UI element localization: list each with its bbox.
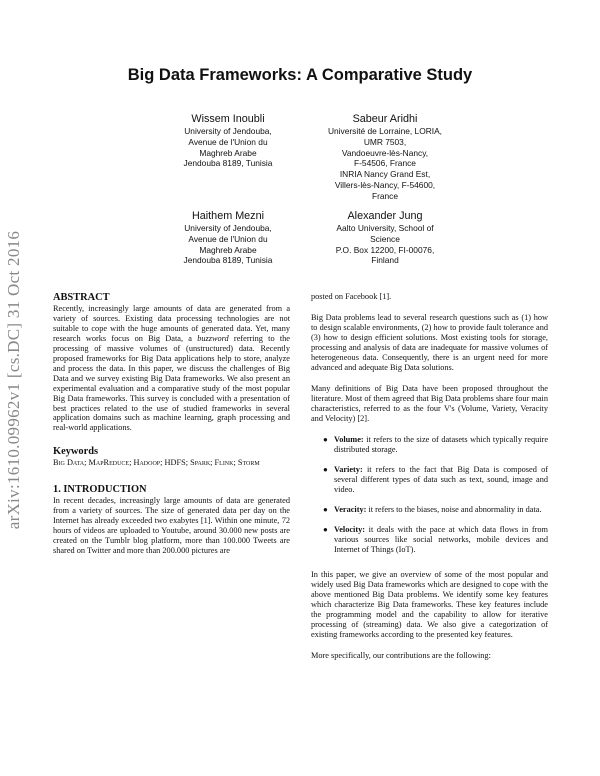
author-affiliation-line: Science	[370, 233, 400, 244]
author-affiliation-line: F-54506, France	[354, 158, 416, 169]
author-affiliation-line: Maghreb Arabe	[199, 147, 257, 158]
author-affiliation-line: INRIA Nancy Grand Est,	[339, 169, 431, 180]
paper-title: Big Data Frameworks: A Comparative Study	[127, 66, 473, 84]
author-affiliation-line: UMR 7503,	[363, 136, 407, 147]
author-affiliation-line: Université de Lorraine, LORIA,	[327, 126, 443, 136]
author-name: Alexander Jung	[347, 210, 423, 222]
author-affiliation-line: Jendouba 8189, Tunisia	[183, 158, 273, 169]
author-affiliation-line: Maghreb Arabe	[199, 244, 257, 255]
bullet-icon: ●	[323, 505, 328, 515]
author-name: Haithem Mezni	[191, 210, 264, 222]
author-block-2	[300, 113, 470, 202]
author-affiliation-line: France	[371, 190, 399, 201]
paragraph: Many definitions of Big Data have been proposed throughout the literature. Most of them agreed that Big Data problems share four main characteristics, referred to as the four V's (Volume, Variety, Veracity and Velocity) [2].	[311, 383, 548, 423]
author-block-1	[143, 113, 313, 169]
author-affiliation-line: Finland	[371, 255, 399, 266]
introduction-text: In recent decades, increasingly large amounts of data are generated from a variety of sources. The size of generated data per day on the Internet has already exceeded two exabytes [1]. Within one minute, 72 hours of videos are uploaded to Youtube, around 30.000 new posts are created on the Tumblr blog platform, more than 100.000 Tweets are shared on Twitter and more than 200.000 pictures are	[53, 496, 290, 556]
left-column	[53, 292, 290, 556]
author-affiliation-line: Avenue de l'Union du	[188, 233, 268, 244]
author-name: Wissem Inoubli	[191, 113, 265, 125]
bullet-icon: ●	[323, 435, 328, 445]
author-block-3	[143, 210, 313, 266]
list-item: ● Veracity: it refers to the biases, noise and abnormality in data.	[323, 505, 542, 515]
list-item: ● Velocity: it deals with the pace at which data flows in from various sources like social networks, mobile devices and Internet of Things (IoT).	[323, 525, 548, 555]
keywords-text: Big Data; MapReduce; Hadoop; HDFS; Spark; Flink; Storm	[53, 458, 260, 468]
paragraph: posted on Facebook [1].	[311, 292, 392, 301]
characteristics-list	[311, 435, 548, 555]
author-affiliation-line: Villers-lès-Nancy, F-54600,	[334, 179, 436, 190]
paragraph: In this paper, we give an overview of some of the most popular and widely used Big Data frameworks which are designed to cope with the above mentioned Big Data problems. We identify some key features which characterize Big Data frameworks. These key features include the programming model and the capability to allow for iterative processing of (streaming) data. We also give a categorization of existing frameworks according to the presented key features.	[311, 570, 548, 639]
author-affiliation-line: University of Jendouba,	[184, 126, 272, 136]
paragraph: Big Data problems lead to several research questions such as (1) how to design scalable environments, (2) how to provide fault tolerance and (3) how to design efficient solutions. Most existing tools for storage, processing and analysis of data are inadequate for massive volumes of heterogeneous data. Consequently, there is an urgent need for more advanced and adequate Big Data solutions.	[311, 312, 548, 372]
author-affiliation-line: Avenue de l'Union du	[188, 136, 268, 147]
author-name: Sabeur Aridhi	[352, 113, 418, 125]
abstract-text: Recently, increasingly large amounts of data are generated from a variety of sources. Existing data processing technologies are not suitable to cope with the huge amounts of generated data. Yet, many research works focus on Big Data, a buzzword referring to the processing of massive volumes of (unstructured) data. Recently proposed frameworks for Big Data applications help to store, analyze and process the data. In this paper, we discuss the challenges of Big Data and we survey existing Big Data frameworks. We also present an experimental evaluation and a comparative study of the most popular Big Data frameworks. This survey is concluded with a presentation of best practices related to the use of studied frameworks in several application domains such as machine learning, graph processing and real-world applications.	[53, 304, 290, 433]
abstract-heading: ABSTRACT	[53, 292, 110, 303]
list-item: ● Variety: it refers to the fact that Big Data is composed of several different types of data such as text, sound, image and video.	[323, 465, 548, 495]
keywords-heading: Keywords	[53, 446, 99, 458]
bullet-icon: ●	[323, 525, 328, 535]
arxiv-identifier-stamp: arXiv:1610.09962v1 [cs.DC] 31 Oct 2016	[4, 230, 23, 530]
paragraph: More specifically, our contributions are the following:	[311, 650, 491, 660]
introduction-heading: 1. INTRODUCTION	[53, 484, 147, 496]
bullet-icon: ●	[323, 465, 328, 475]
author-affiliation-line: P.O. Box 12200, FI-00076,	[335, 244, 435, 255]
author-affiliation-line: Jendouba 8189, Tunisia	[183, 255, 273, 266]
right-column	[311, 292, 548, 661]
author-affiliation-line: Vandoeuvre-lès-Nancy,	[341, 147, 429, 158]
list-item: ● Volume: it refers to the size of datasets which typically require distributed storage.	[323, 435, 548, 455]
author-affiliation-line: University of Jendouba,	[184, 223, 272, 233]
author-block-4	[300, 210, 470, 266]
author-affiliation-line: Aalto University, School of	[336, 223, 434, 233]
